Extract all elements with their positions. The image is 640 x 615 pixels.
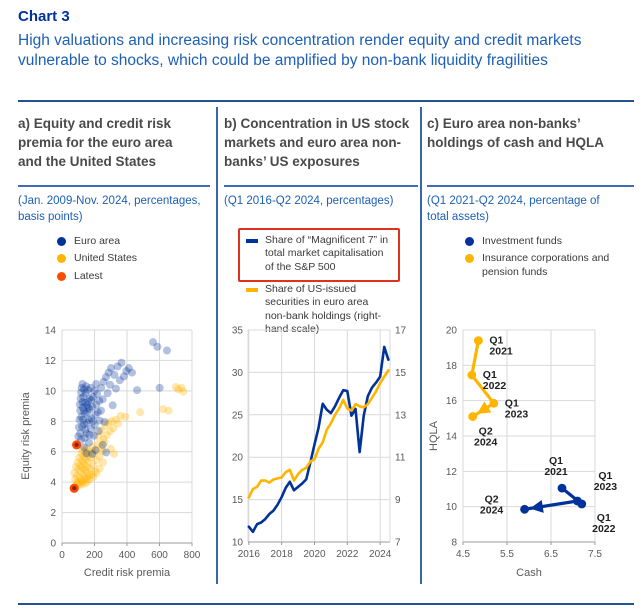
svg-text:5.5: 5.5 [500, 549, 514, 560]
svg-text:15: 15 [231, 495, 243, 507]
svg-text:200: 200 [86, 550, 103, 561]
svg-text:35: 35 [231, 325, 243, 337]
chart-number: Chart 3 [18, 8, 70, 25]
svg-text:2: 2 [50, 508, 56, 520]
insurance-pension-dot-icon [465, 254, 474, 263]
svg-text:25: 25 [231, 410, 243, 422]
panel-c-title-rule [427, 185, 634, 187]
panel-a-subtitle: (Jan. 2009-Nov. 2024, percentages, basis points) [18, 195, 201, 223]
svg-text:0: 0 [59, 550, 65, 561]
svg-text:16: 16 [445, 396, 457, 408]
legend-item [57, 252, 137, 265]
svg-text:12: 12 [44, 355, 56, 367]
panel-divider-1 [216, 107, 218, 584]
svg-text:20: 20 [231, 452, 243, 464]
svg-text:Credit risk premia: Credit risk premia [83, 567, 171, 579]
svg-text:12: 12 [445, 466, 457, 478]
svg-text:Q12023: Q1 2023 [504, 397, 529, 421]
svg-text:7: 7 [395, 537, 401, 549]
svg-text:Q12021: Q1 2021 [544, 455, 568, 479]
panel-c-path-chart [427, 318, 634, 588]
svg-text:Q12023: Q1 2023 [593, 470, 618, 494]
svg-text:8: 8 [451, 537, 457, 549]
investment-funds-dot-icon [465, 237, 474, 246]
panel-b-subtitle: (Q1 2016-Q2 2024, percentages) [224, 195, 394, 207]
svg-text:14: 14 [445, 431, 457, 443]
svg-text:2024: 2024 [369, 549, 392, 560]
legend-item [57, 235, 137, 248]
svg-text:600: 600 [151, 550, 168, 561]
panel-c-subtitle: (Q1 2021-Q2 2024, percentage of total assets) [427, 195, 600, 223]
legend-item [465, 235, 622, 248]
svg-text:15: 15 [395, 367, 407, 379]
svg-text:14: 14 [44, 325, 56, 337]
svg-text:10: 10 [44, 386, 56, 398]
svg-text:20: 20 [445, 325, 457, 337]
legend-label: United States [74, 252, 138, 265]
legend-label: Share of US-issued securities in euro area non-bank holdings (right-hand scale) [265, 282, 382, 335]
svg-text:Equity risk premia: Equity risk premia [20, 392, 32, 480]
legend-label: Investment funds [482, 235, 562, 247]
svg-text:30: 30 [231, 367, 243, 379]
svg-text:18: 18 [445, 360, 457, 372]
svg-text:Q22024: Q2 2024 [479, 493, 504, 517]
svg-text:2016: 2016 [237, 549, 260, 560]
legend-label: Insurance corporations and pension funds [482, 252, 610, 278]
legend-item [57, 270, 137, 283]
panel-a-legend [57, 235, 137, 287]
chart-title: High valuations and increasing risk concentration render equity and credit markets vulnerable to shocks, which could be amplified by non-bank liquidity fragilities [18, 32, 582, 70]
svg-text:6: 6 [50, 447, 56, 459]
panel-a-title-rule [18, 185, 210, 187]
united-states-dot-icon [57, 254, 66, 263]
svg-text:400: 400 [118, 550, 136, 561]
svg-text:11: 11 [395, 452, 406, 464]
panel-b-title-rule [224, 185, 418, 187]
panel-b-line-chart [222, 318, 418, 570]
svg-text:10: 10 [445, 502, 457, 514]
svg-text:4.5: 4.5 [456, 549, 470, 560]
legend-label: Share of “Magnificent 7” in total market capitalisation of the S&P 500 [265, 234, 389, 273]
magnificent7-line-icon [246, 239, 258, 243]
us-securities-line-icon [246, 288, 258, 292]
svg-text:9: 9 [395, 495, 401, 507]
svg-text:7.5: 7.5 [588, 549, 602, 560]
legend-label: Latest [74, 269, 103, 282]
svg-text:Q12022: Q1 2022 [592, 512, 616, 536]
panel-b-title: b) Concentration in US stock markets and euro area non-banks’ US exposures [224, 116, 410, 170]
svg-text:17: 17 [395, 325, 407, 337]
latest-dot-icon [57, 272, 66, 281]
legend-label: Euro area [74, 235, 121, 247]
bottom-rule [18, 603, 634, 605]
legend-item [465, 252, 622, 279]
svg-text:2018: 2018 [270, 549, 293, 560]
svg-text:Q22024: Q2 2024 [474, 425, 498, 449]
svg-text:Q12022: Q1 2022 [482, 369, 507, 393]
svg-text:4: 4 [50, 477, 56, 489]
svg-text:6.5: 6.5 [544, 549, 558, 560]
legend-item-highlighted [246, 234, 392, 274]
panel-a-scatter-chart [18, 318, 216, 588]
svg-text:2020: 2020 [303, 549, 326, 560]
svg-text:0: 0 [50, 538, 56, 550]
euro-area-dot-icon [57, 237, 66, 246]
panel-c-title: c) Euro area non-banks’ holdings of cash and HQLA [427, 116, 605, 151]
svg-text:13: 13 [395, 410, 407, 422]
svg-text:800: 800 [183, 550, 201, 561]
svg-text:8: 8 [50, 416, 56, 428]
svg-text:10: 10 [231, 537, 243, 549]
top-rule [18, 100, 634, 102]
svg-text:Cash: Cash [516, 567, 542, 579]
panel-a-title: a) Equity and credit risk premia for the euro area and the United States [18, 116, 173, 170]
svg-text:Q12021: Q1 2021 [489, 334, 513, 358]
svg-text:2022: 2022 [336, 549, 359, 560]
svg-text:HQLA: HQLA [428, 421, 440, 451]
panel-divider-2 [420, 107, 422, 584]
panel-c-legend [465, 235, 622, 283]
